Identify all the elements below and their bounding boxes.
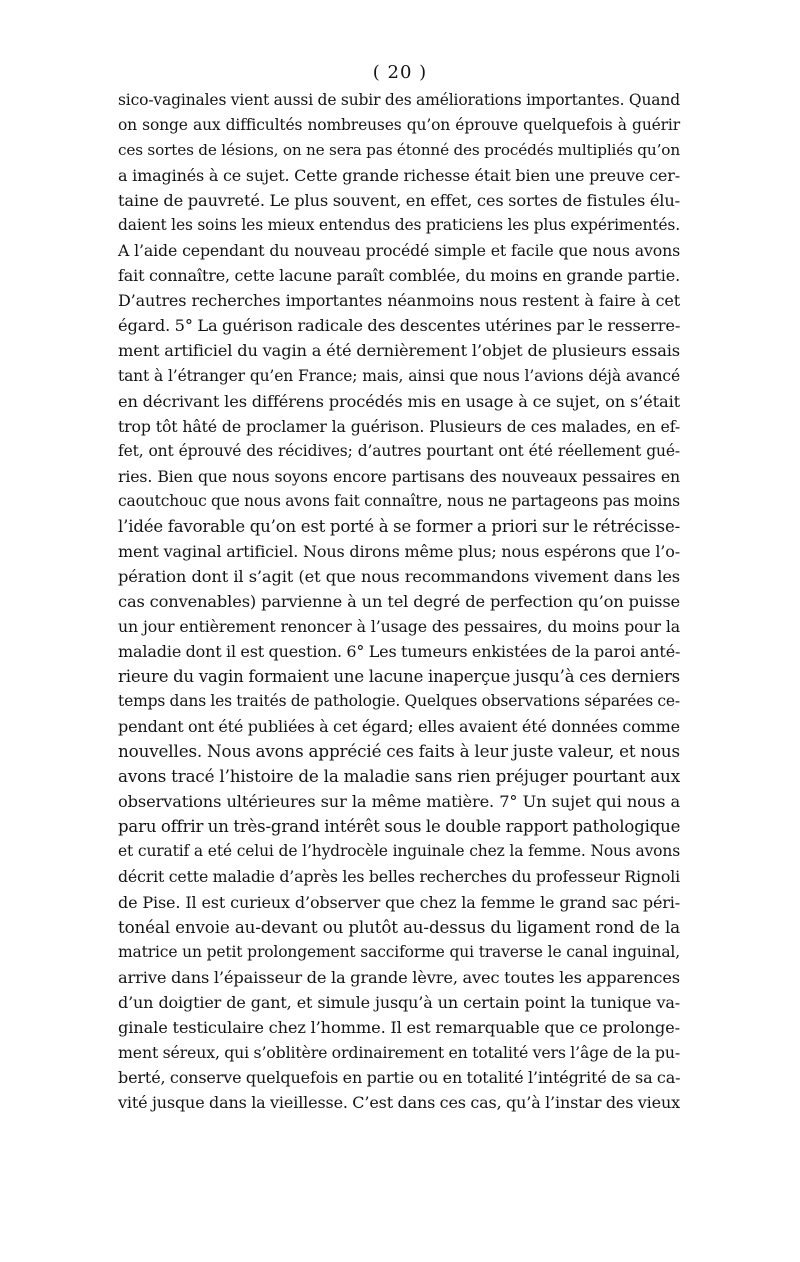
text-line: fait connaître, cette lacune paraît comblée, du moins en grande partie. <box>118 266 680 286</box>
text-line: pération dont il s’agit (et que nous recommandons vivement dans les <box>118 566 680 586</box>
text-line: décrit cette maladie d’après les belles recherches du professeur Rignoli <box>118 867 680 887</box>
text-line: l’idée favorable qu’on est porté à se former a priori sur le rétrécisse- <box>118 516 680 536</box>
text-line: maladie dont il est question. 6° Les tumeurs enkistées de la paroi anté- <box>118 642 681 662</box>
text-line: daient les soins les mieux entendus des praticiens les plus expérimentés. <box>118 216 680 235</box>
text-line: tant à l’étranger qu’en France; mais, ainsi que nous l’avions déjà avancé <box>118 366 680 385</box>
text-line: arrive dans l’épaisseur de la grande lèvre, avec toutes les apparences <box>118 967 680 987</box>
text-line: vité jusque dans la vieillesse. C’est dans ces cas, qu’à l’instar des vieux <box>118 1092 680 1112</box>
text-line: en décrivant les différens procédés mis en usage à ce sujet, on s’était <box>118 391 680 411</box>
text-line: taine de pauvreté. Le plus souvent, en effet, ces sortes de fistules élu- <box>118 191 680 211</box>
text-line: rieure du vagin formaient une lacune inaperçue jusqu’à ces derniers <box>118 667 680 687</box>
page-number: ( 20 ) <box>372 62 428 83</box>
text-line: caoutchouc que nous avons fait connaître, nous ne partageons pas moins <box>118 491 680 510</box>
text-line: matrice un petit prolongement sacciforme qui traverse le canal inguinal, <box>118 942 680 961</box>
text-line: fet, ont éprouvé des récidives; d’autres pourtant ont été réellement gué- <box>118 441 680 460</box>
text-line: on songe aux difficultés nombreuses qu’on éprouve quelquefois à guérir <box>118 116 680 135</box>
text-line: ment séreux, qui s’oblitère ordinairement en totalité vers l’âge de la pu- <box>118 1042 680 1062</box>
text-line: tonéal envoie au-devant ou plutôt au-dessus du ligament rond de la <box>118 916 680 937</box>
text-line: un jour entièrement renoncer à l’usage des pessaires, du moins pour la <box>118 616 680 636</box>
text-line: ment vaginal artificiel. Nous dirons même plus; nous espérons que l’o- <box>118 541 680 561</box>
text-line: berté, conserve quelquefois en partie ou en totalité l’intégrité de sa ca- <box>118 1067 681 1087</box>
text-line: avons tracé l’histoire de la maladie sans rien préjuger pourtant aux <box>118 766 680 787</box>
text-line: et curatif a eté celui de l’hydrocèle inguinale chez la femme. Nous avons <box>118 842 680 861</box>
text-line: ces sortes de lésions, on ne sera pas étonné des procédés multipliés qu’on <box>118 141 680 160</box>
text-line: temps dans les traités de pathologie. Quelques observations séparées ce- <box>118 692 680 711</box>
text-line: ries. Bien que nous soyons encore partisans des nouveaux pessaires en <box>118 466 680 486</box>
body-text <box>118 88 680 1115</box>
text-line: égard. 5° La guérison radicale des descentes utérines par le resserre- <box>118 316 681 336</box>
text-line: observations ultérieures sur la même matière. 7° Un sujet qui nous a <box>118 792 680 812</box>
text-line: cas convenables) parvienne à un tel degré de perfection qu’on puisse <box>118 591 680 611</box>
text-line: ginale testiculaire chez l’homme. Il est remarquable que ce prolonge- <box>118 1017 680 1037</box>
text-line: nouvelles. Nous avons apprécié ces faits à leur juste valeur, et nous <box>118 741 680 762</box>
text-line: ment artificiel du vagin a été dernièrement l’objet de plusieurs essais <box>118 341 680 361</box>
text-line: paru offrir un très-grand intérêt sous le double rapport pathologique <box>118 817 681 837</box>
text-line: pendant ont été publiées à cet égard; elles avaient été données comme <box>118 717 680 737</box>
text-line: trop tôt hâté de proclamer la guérison. Plusieurs de ces malades, en ef- <box>118 416 680 436</box>
text-line: a imaginés à ce sujet. Cette grande richesse était bien une preuve cer- <box>118 166 680 186</box>
text-line: A l’aide cependant du nouveau procédé simple et facile que nous avons <box>118 241 680 261</box>
text-line: de Pise. Il est curieux d’observer que chez la femme le grand sac péri- <box>118 892 680 912</box>
text-line: d’un doigtier de gant, et simule jusqu’à un certain point la tunique va- <box>118 992 680 1012</box>
text-line: D’autres recherches importantes néanmoins nous restent à faire à cet <box>118 291 680 311</box>
text-line: sico-vaginales vient aussi de subir des améliorations importantes. Quand <box>118 91 680 109</box>
